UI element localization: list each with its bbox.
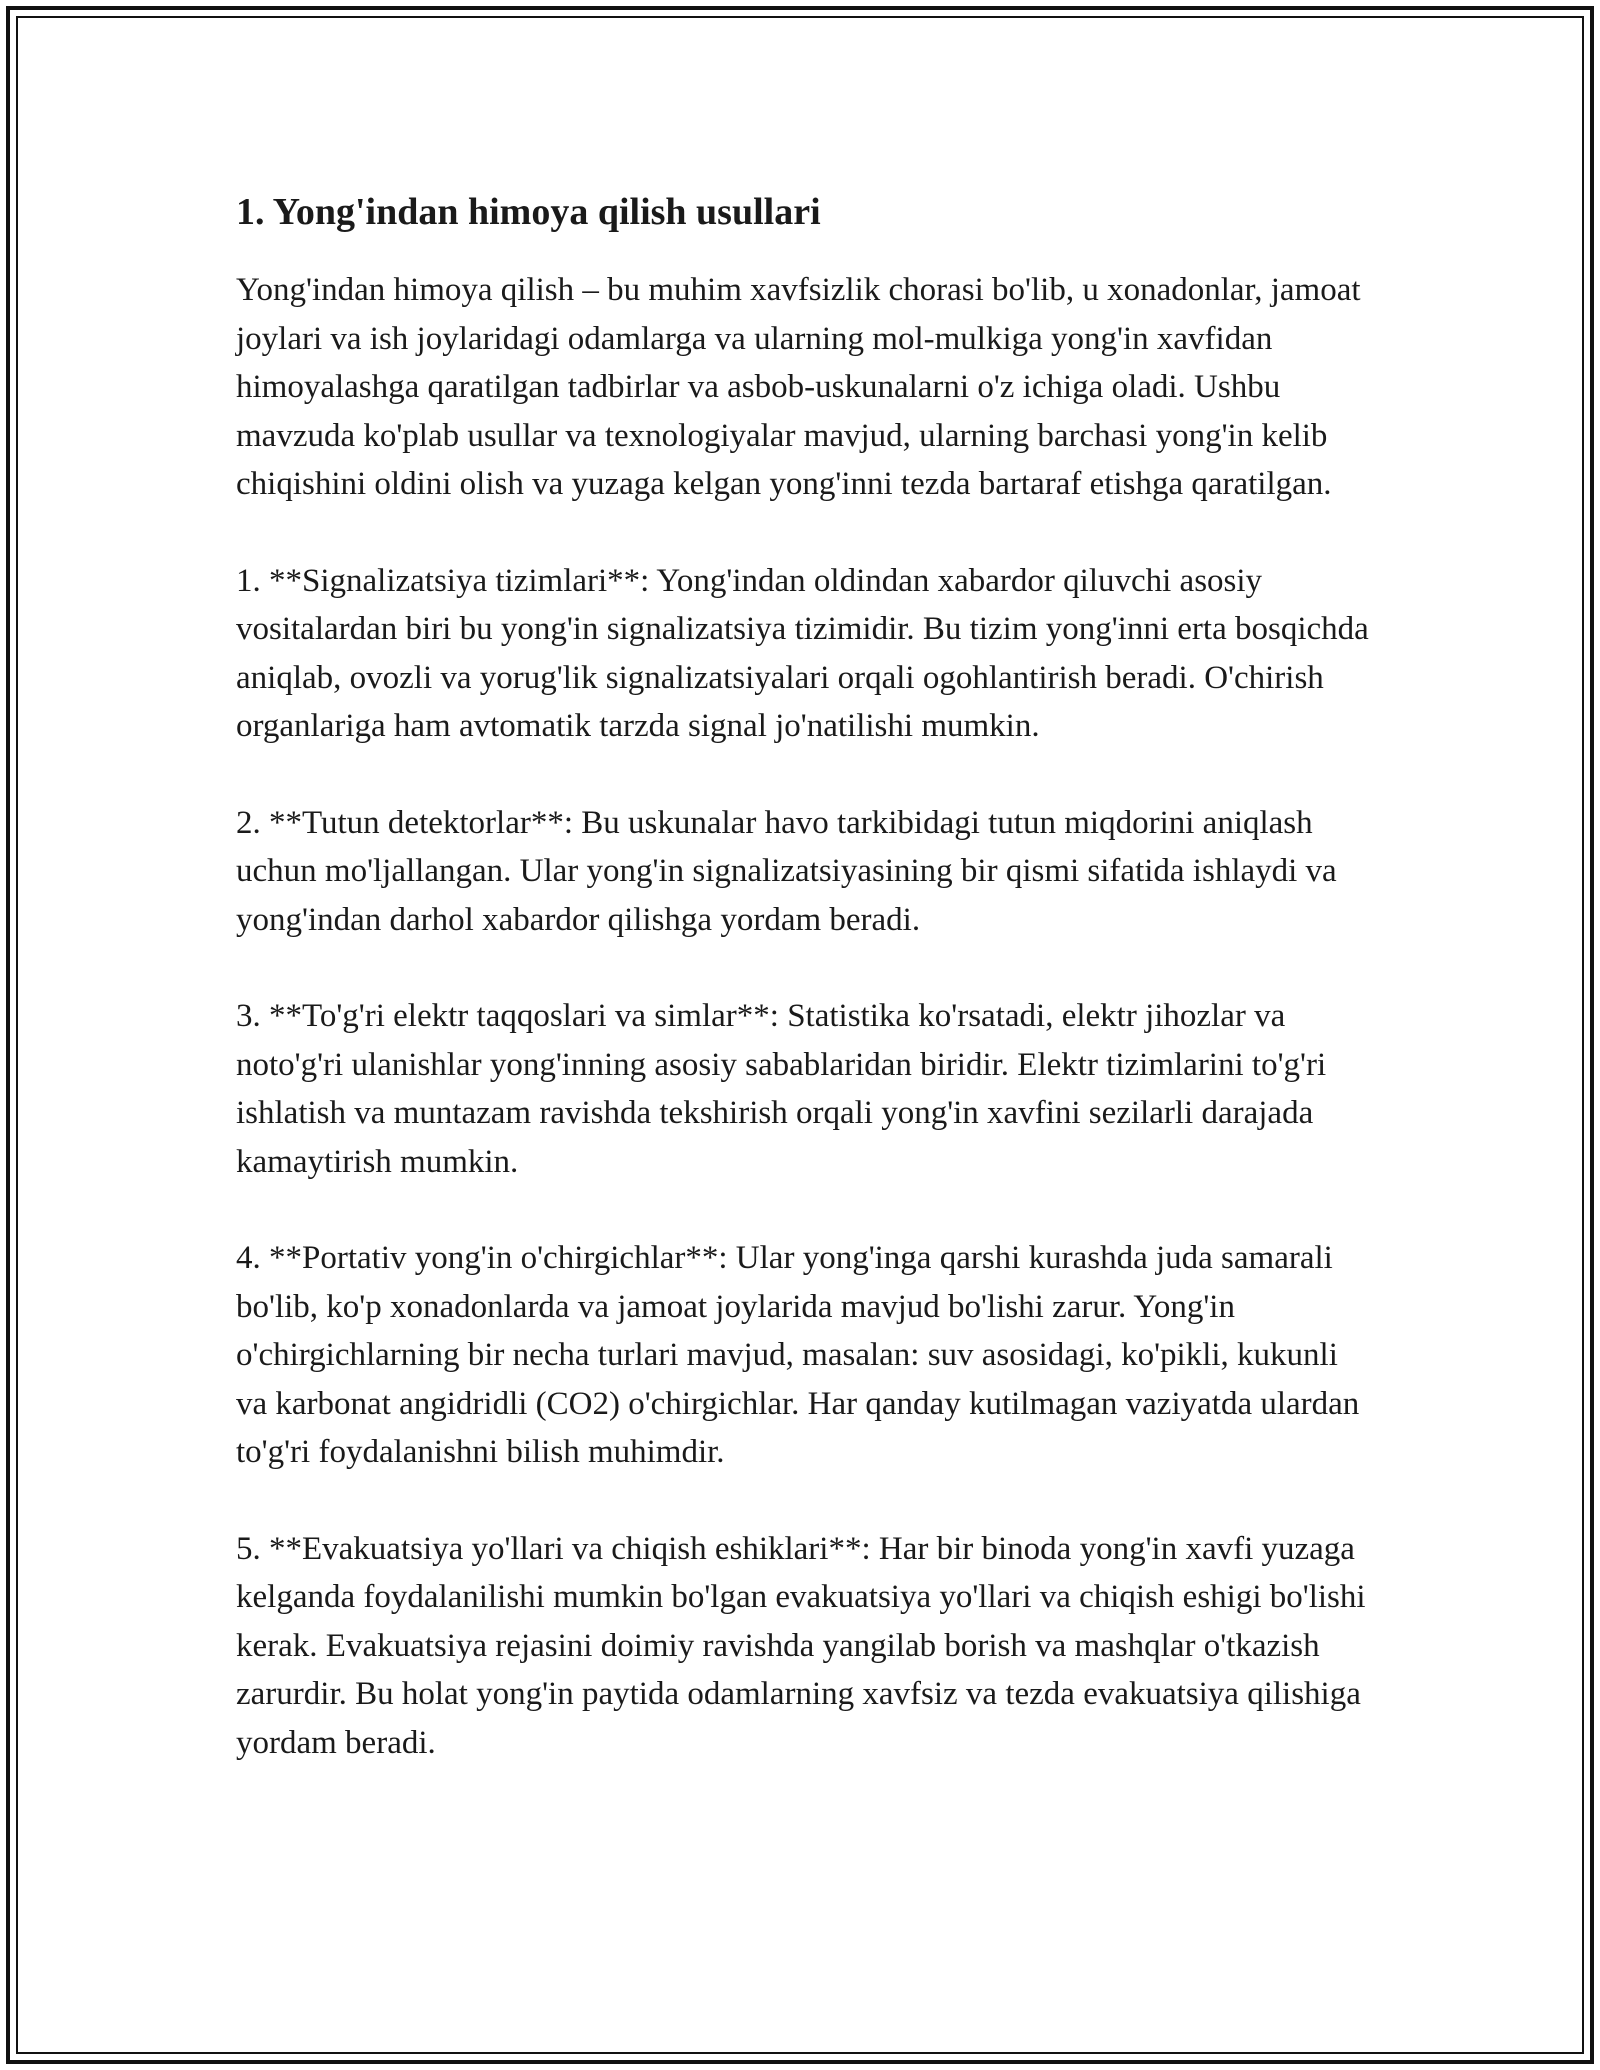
document-body [236,186,1376,1815]
list-item-electrical-wiring: 3. **To'g'ri elektr taqqoslari va simlar**: Statistika ko'rsatadi, elektr jihozlar va noto'g'ri ulanishlar yong'inning asosiy sabablaridan biridir. Elektr tizimlarini to'g'ri ishlatish va muntazam ravishda tekshirish orqali yong'in xavfini sezilarli darajada kamaytirish mumkin. [236,998,1327,1180]
list-item-smoke-detectors: 2. **Tutun detektorlar**: Bu uskunalar havo tarkibidagi tutun miqdorini aniqlash uchun mo'ljallangan. Ular yong'in signalizatsiyasining bir qismi sifatida ishlaydi va yong'indan darhol xabardor qilishga yordam beradi. [236,804,1337,938]
section-heading: 1. Yong'indan himoya qilish usullari [236,191,821,233]
intro-paragraph: Yong'indan himoya qilish – bu muhim xavfsizlik chorasi bo'lib, u xonadonlar, jamoat joylari va ish joylaridagi odamlarga va ularning mol-mulkiga yong'in xavfidan himoyalashga qaratilgan tadbirlar va asbob-uskunalarni o'z ichiga oladi. Ushbu mavzuda ko'plab usullar va texnologiyalar mavjud, ularning barchasi yong'in kelib chiqishini oldini olish va yuzaga kelgan yong'inni tezda bartaraf etishga qaratilgan. [236,272,1361,502]
list-item-fire-extinguishers: 4. **Portativ yong'in o'chirgichlar**: Ular yong'inga qarshi kurashda juda samarali bo'lib, ko'p xonadonlarda va jamoat joylarida mavjud bo'lishi zarur. Yong'in o'chirgichlarning bir necha turlari mavjud, masalan: suv asosidagi, ko'pikli, kukunli va karbonat angidridli (CO2) o'chirgichlar. Har qanday kutilmagan vaziyatda ulardan to'g'ri foydalanishni bilish muhimdir. [236,1240,1360,1470]
list-item-evacuation-routes: 5. **Evakuatsiya yo'llari va chiqish eshiklari**: Har bir binoda yong'in xavfi yuzaga kelganda foydalanilishi mumkin bo'lgan evakuatsiya yo'llari va chiqish eshigi bo'lishi kerak. Evakuatsiya rejasini doimiy ravishda yangilab borish va mashqlar o'tkazish zarurdir. Bu holat yong'in paytida odamlarning xavfsiz va tezda evakuatsiya qilishiga yordam beradi. [236,1530,1366,1761]
list-item-signalization: 1. **Signalizatsiya tizimlari**: Yong'indan oldindan xabardor qiluvchi asosiy vositalardan biri bu yong'in signalizatsiya tizimidir. Bu tizim yong'inni erta bosqichda aniqlab, ovozli va yorug'lik signalizatsiyalari orqali ogohlantirish beradi. O'chirish organlariga ham avtomatik tarzda signal jo'natilishi mumkin. [236,562,1369,744]
